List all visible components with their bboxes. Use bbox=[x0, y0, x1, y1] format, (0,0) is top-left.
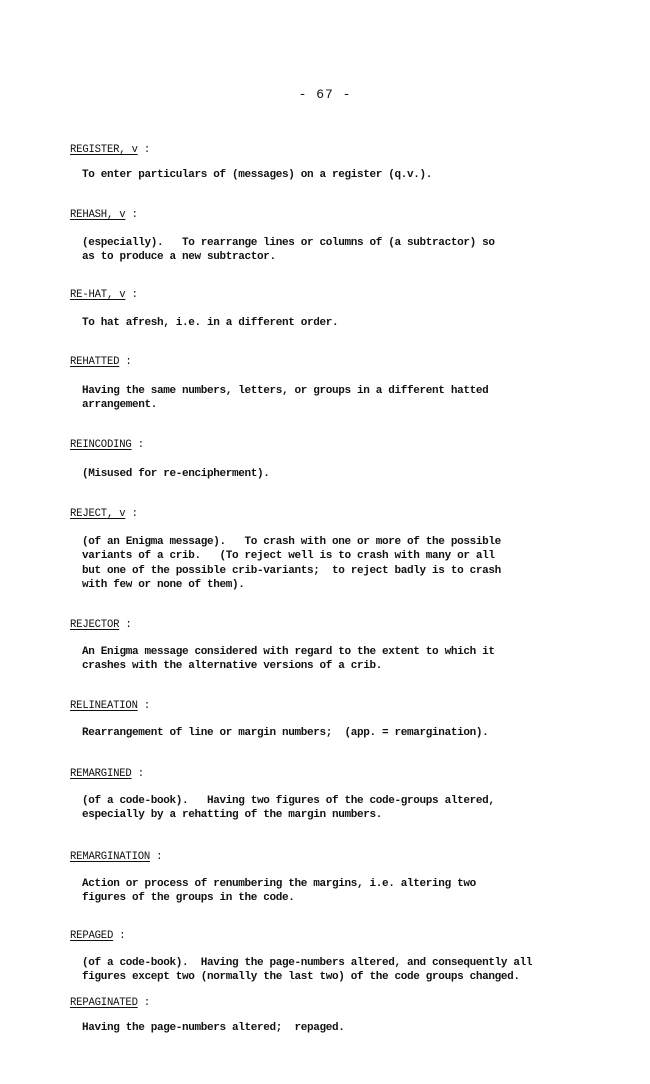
definition: (of an Enigma message). To crash with one or more of the possible variants of a crib. (To reject well is to crash with many or all but one of the possible crib-variants; to reject badly is to crash with few or none of them). bbox=[82, 535, 501, 592]
headword-punct: : bbox=[125, 289, 138, 301]
definition: (especially). To rearrange lines or columns of (a subtractor) so as to produce a new subtractor. bbox=[82, 236, 495, 264]
entry-rehash bbox=[70, 208, 600, 265]
definition: (Misused for re-encipherment). bbox=[82, 467, 270, 480]
headword-term: REHATTED bbox=[70, 356, 120, 368]
headword-term: RE-HAT, v bbox=[70, 289, 126, 301]
headword bbox=[70, 850, 600, 865]
headword-term: REPAGED bbox=[70, 930, 114, 942]
headword-punct: : bbox=[131, 439, 144, 451]
headword-punct: : bbox=[137, 700, 151, 712]
headword bbox=[70, 438, 600, 453]
headword-term: REHASH, v bbox=[70, 209, 126, 221]
entry-reject bbox=[70, 507, 600, 593]
headword-term: REMARGINATION bbox=[70, 851, 151, 863]
headword-term: REGISTER, v bbox=[70, 144, 138, 156]
headword-punct: : bbox=[125, 209, 138, 221]
headword bbox=[70, 143, 600, 158]
page-number: - 67 - bbox=[298, 87, 352, 102]
headword-punct: : bbox=[150, 851, 163, 863]
headword-punct: : bbox=[119, 356, 132, 368]
headword-punct: : bbox=[137, 997, 151, 1009]
headword bbox=[70, 355, 600, 370]
headword bbox=[70, 507, 600, 522]
headword-term: REJECTOR bbox=[70, 619, 120, 631]
entry-repaginated bbox=[70, 996, 600, 1035]
headword-term: REJECT, v bbox=[70, 508, 126, 520]
definition: Having the page-numbers altered; repaged. bbox=[82, 1021, 345, 1034]
headword bbox=[70, 996, 600, 1011]
headword-punct: : bbox=[137, 144, 151, 156]
entry-reincoding bbox=[70, 438, 600, 481]
definition: (of a code-book). Having the page-numbers altered, and consequently all figures except two (normally the last two) of the code groups changed. bbox=[82, 956, 533, 984]
headword-punct: : bbox=[113, 930, 126, 942]
headword bbox=[70, 699, 600, 714]
entry-rejector bbox=[70, 618, 600, 674]
definition: To enter particulars of (messages) on a register (q.v.). bbox=[82, 168, 433, 181]
entry-re-hat bbox=[70, 288, 600, 330]
entry-remargination bbox=[70, 850, 600, 906]
headword bbox=[70, 288, 600, 303]
headword-punct: : bbox=[119, 619, 132, 631]
headword bbox=[70, 929, 600, 944]
entry-remargined bbox=[70, 767, 600, 823]
definition: (of a code-book). Having two figures of the code-groups altered, especially by a rehatting of the margin numbers. bbox=[82, 794, 495, 822]
entry-repaged bbox=[70, 929, 600, 985]
headword-term: REMARGINED bbox=[70, 768, 132, 780]
headword-term: REPAGINATED bbox=[70, 997, 138, 1009]
headword-term: RELINEATION bbox=[70, 700, 138, 712]
headword-term: REINCODING bbox=[70, 439, 132, 451]
headword bbox=[70, 767, 600, 782]
definition: Action or process of renumbering the margins, i.e. altering two figures of the groups in the code. bbox=[82, 877, 476, 905]
entry-rehatted bbox=[70, 355, 600, 413]
entry-relineation bbox=[70, 699, 600, 740]
entry-register bbox=[70, 143, 600, 182]
headword-punct: : bbox=[125, 508, 138, 520]
headword bbox=[70, 208, 600, 223]
definition: Having the same numbers, letters, or groups in a different hatted arrangement. bbox=[82, 384, 489, 412]
headword bbox=[70, 618, 600, 633]
headword-punct: : bbox=[131, 768, 144, 780]
definition: To hat afresh, i.e. in a different order. bbox=[82, 316, 339, 329]
definition: Rearrangement of line or margin numbers; (app. = remargination). bbox=[82, 726, 489, 739]
definition: An Enigma message considered with regard to the extent to which it crashes with the alternative versions of a crib. bbox=[82, 645, 495, 673]
